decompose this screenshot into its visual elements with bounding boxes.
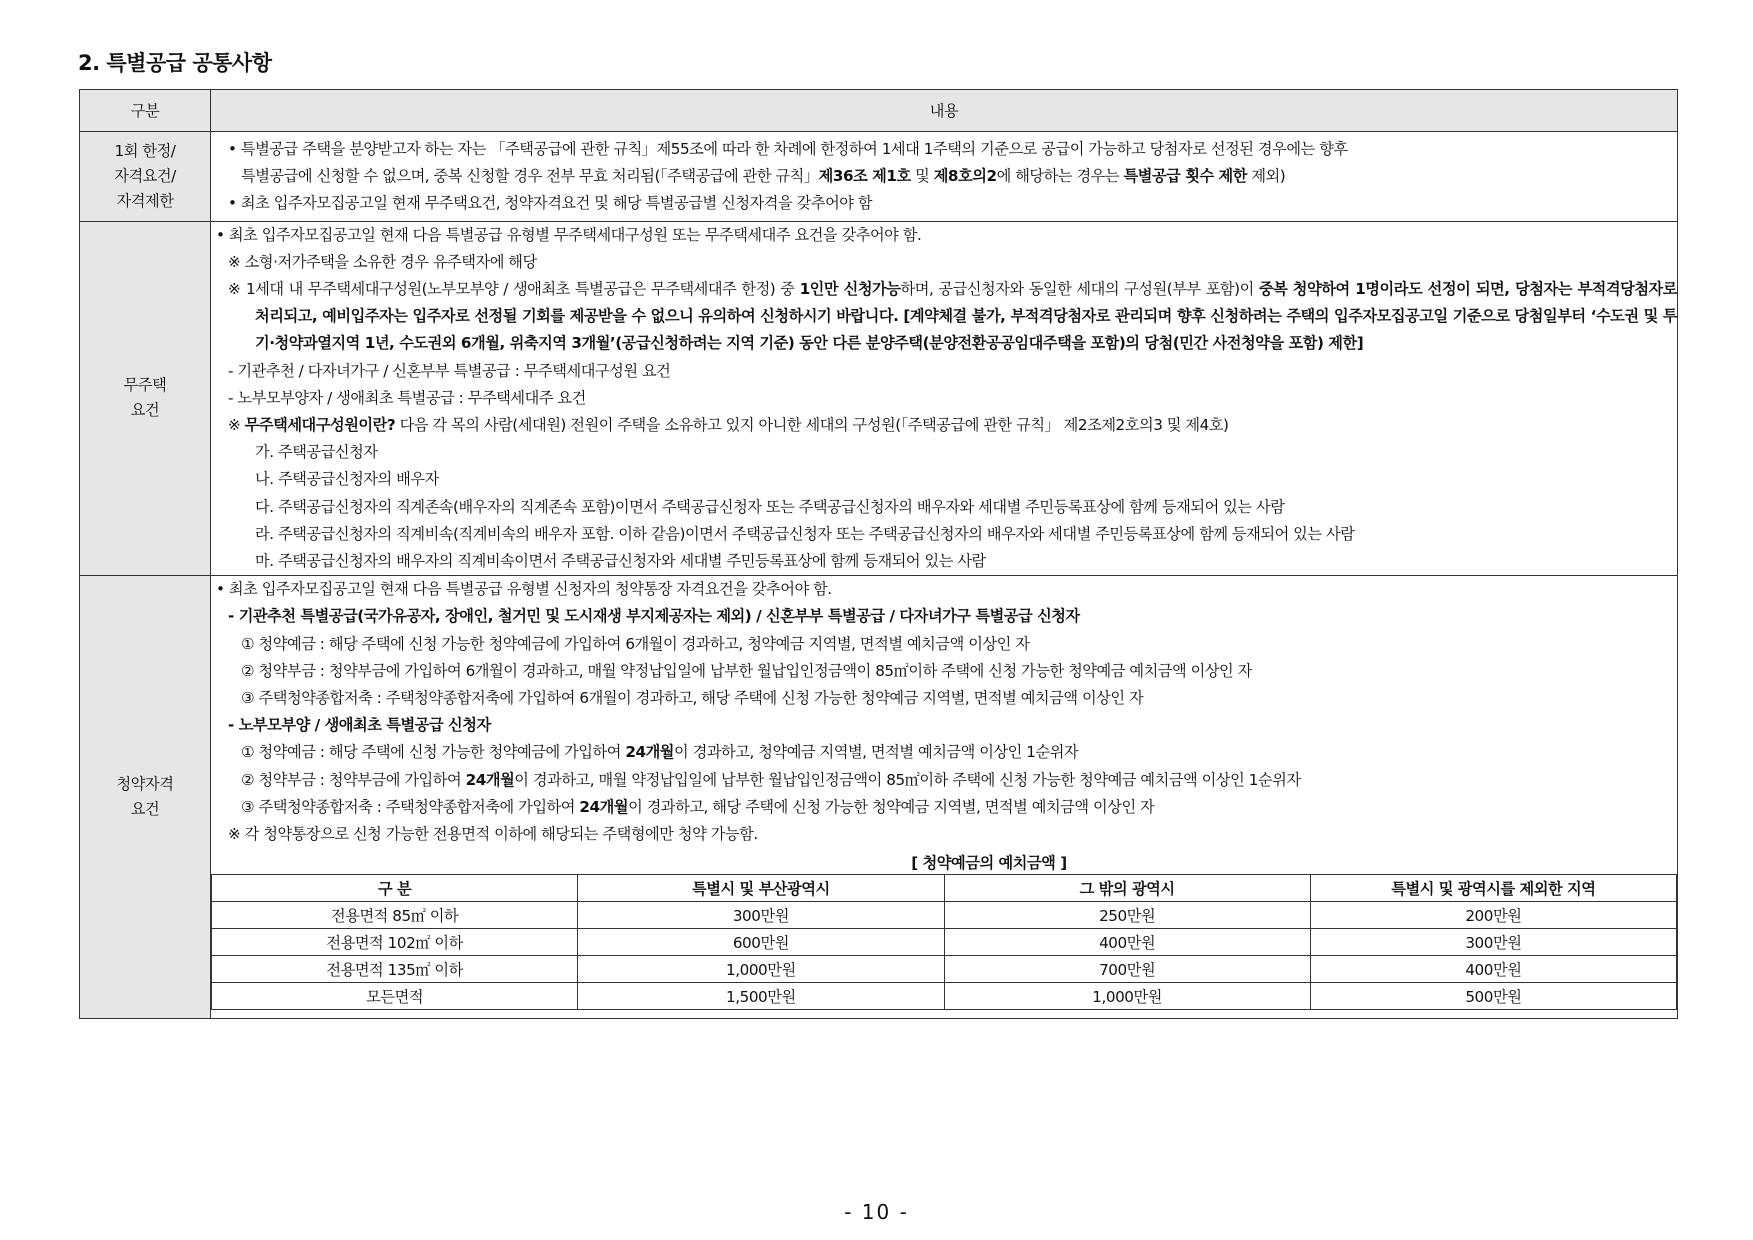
table-cell: 700만원 xyxy=(944,956,1310,983)
text-line: - 노부모부양 / 생애최초 특별공급 신청자 xyxy=(228,716,491,735)
row-one-time-limit xyxy=(80,132,1678,222)
category-line: 자격요건/ xyxy=(114,166,176,185)
text-line: 마. 주택공급신청자의 배우자의 직계비속이면서 주택공급신청자와 세대별 주민등록표상에 함께 등재되어 있는 사람 xyxy=(255,552,986,571)
table-cell: 1,500만원 xyxy=(578,983,944,1010)
text-line: - 노부모부양자 / 생애최초 특별공급 : 무주택세대주 요건 xyxy=(228,388,586,407)
text-line: ※ 무주택세대구성원이란? 다음 각 목의 사람(세대원) 전원이 주택을 소유하고 있지 아니한 세대의 구성원(「주택공급에 관한 규칙」 제2조제2호의3 및 제4호) xyxy=(228,416,1229,435)
text-line: ① 청약예금 : 해당 주택에 신청 가능한 청약예금에 가입하여 24개월이 경과하고, 청약예금 지역별, 면적별 예치금액 이상인 1순위자 xyxy=(241,743,1079,762)
category-line: 무주택 xyxy=(123,376,167,395)
text-paragraph: ※ 1세대 내 무주택세대구성원(노부모부양 / 생애최초 특별공급은 무주택세대주 한정) 중 1인만 신청가능하며, 공급신청자와 동일한 세대의 구성원(부부 포함)이 중복 청약하여 1명이라도 선정이 되면, 당첨자는 부적격당첨자로 처리되고, 예비입주자는 입주자로 선정될 기회를 제공받을 수 없으니 유의하여 신청하시기 바랍니다. [계약체결 불가, 부적격당첨자로 관리되며 향후 신청하려는 주택의 입주자모집공고일 기준으로 당첨일부터 ‘수도권 및 투기·청약과열지역 1년, 수도권외 6개월, 위축지역 3개월’(공급신청하려는 지역 기준) 동안 다른 분양주택(분양전환공공임대주택을 포함)의 당첨(민간 사전청약을 포함) 제한] xyxy=(228,280,1677,353)
table-cell: 전용면적 135㎡ 이하 xyxy=(212,956,578,983)
row-subscription-requirement xyxy=(80,576,1678,1019)
table-cell: 600만원 xyxy=(578,929,944,956)
table-header-row xyxy=(80,90,1678,132)
table-row xyxy=(212,929,1677,956)
text-line: ③ 주택청약종합저축 : 주택청약종합저축에 가입하여 24개월이 경과하고, 해당 주택에 신청 가능한 청약예금 지역별, 면적별 예치금액 이상인 자 xyxy=(241,797,1155,816)
text-line: 특별공급에 신청할 수 없으며, 중복 신청할 경우 전부 무효 처리됨(「주택공급에 관한 규칙」제36조 제1호 및 제8호의2에 해당하는 경우는 특별공급 횟수 제한 제외) xyxy=(241,167,1286,186)
category-line: 자격제한 xyxy=(116,191,174,210)
table-cell: 전용면적 102㎡ 이하 xyxy=(212,929,578,956)
table-cell: 400만원 xyxy=(1310,956,1676,983)
deposit-header-row xyxy=(212,875,1677,902)
content-cell xyxy=(211,132,1678,222)
table-cell: 500만원 xyxy=(1310,983,1676,1010)
section-title: 2. 특별공급 공통사항 xyxy=(78,51,272,75)
text-line: • 최초 입주자모집공고일 현재 다음 특별공급 유형별 무주택세대구성원 또는 무주택세대주 요건을 갖추어야 함. xyxy=(216,225,922,244)
deposit-header-cell: 구 분 xyxy=(212,875,578,902)
table-cell: 250만원 xyxy=(944,902,1310,929)
category-line: 1회 한정/ xyxy=(114,141,176,160)
text-line: ① 청약예금 : 해당 주택에 신청 가능한 청약예금에 가입하여 6개월이 경과하고, 청약예금 지역별, 면적별 예치금액 이상인 자 xyxy=(241,634,1030,653)
text-line: ※ 소형·저가주택을 소유한 경우 유주택자에 해당 xyxy=(228,252,537,271)
text-line: • 특별공급 주택을 분양받고자 하는 자는 「주택공급에 관한 규칙」제55조에 따라 한 차례에 한정하여 1세대 1주택의 기준으로 공급이 가능하고 당첨자로 선정된 경우에는 향후 xyxy=(228,140,1348,158)
text-line: ※ 각 청약통장으로 신청 가능한 전용면적 이하에 해당되는 주택형에만 청약 가능함. xyxy=(228,825,758,844)
deposit-header-cell: 특별시 및 부산광역시 xyxy=(578,875,944,902)
category-cell xyxy=(80,221,211,576)
table-cell: 200만원 xyxy=(1310,902,1676,929)
deposit-amount-table xyxy=(211,874,1677,1010)
row-no-house-requirement xyxy=(80,221,1678,576)
text-line: ② 청약부금 : 청약부금에 가입하여 6개월이 경과하고, 매월 약정납입일에 납부한 월납입인정금액이 85㎡이하 주택에 신청 가능한 청약예금 예치금액 이상인 자 xyxy=(241,661,1252,680)
table-cell: 1,000만원 xyxy=(944,983,1310,1010)
text-line: 다. 주택공급신청자의 직계존속(배우자의 직계존속 포함)이면서 주택공급신청자 또는 주택공급신청자의 배우자와 세대별 주민등록표상에 함께 등재되어 있는 사람 xyxy=(255,497,1285,516)
category-line: 청약자격 xyxy=(116,775,174,794)
text-line: 라. 주택공급신청자의 직계비속(직계비속의 배우자 포함. 이하 같음)이면서 주택공급신청자 또는 주택공급신청자의 배우자와 세대별 주민등록표상에 함께 등재되어 있는 사람 xyxy=(255,524,1355,543)
category-line: 요건 xyxy=(130,401,160,420)
table-row xyxy=(212,902,1677,929)
header-category: 구분 xyxy=(80,90,211,132)
table-row xyxy=(212,983,1677,1010)
table-cell: 300만원 xyxy=(578,902,944,929)
category-cell xyxy=(80,132,211,222)
text-line: 나. 주택공급신청자의 배우자 xyxy=(255,470,439,489)
deposit-header-cell: 그 밖의 광역시 xyxy=(944,875,1310,902)
content-cell xyxy=(211,221,1678,576)
header-content: 내용 xyxy=(211,90,1678,132)
text-line: - 기관추천 / 다자녀가구 / 신혼부부 특별공급 : 무주택세대구성원 요건 xyxy=(228,361,671,380)
category-cell xyxy=(80,576,211,1019)
table-cell: 1,000만원 xyxy=(578,956,944,983)
table-row xyxy=(212,956,1677,983)
special-supply-table xyxy=(79,89,1678,1019)
text-line: ② 청약부금 : 청약부금에 가입하여 24개월이 경과하고, 매월 약정납입일에 납부한 월납입인정금액이 85㎡이하 주택에 신청 가능한 청약예금 예치금액 이상인 1순위자 xyxy=(241,770,1301,789)
deposit-table-title: [ 청약예금의 예치금액 ] xyxy=(911,854,1067,873)
text-line: 가. 주택공급신청자 xyxy=(255,443,378,462)
deposit-header-cell: 특별시 및 광역시를 제외한 지역 xyxy=(1310,875,1676,902)
table-cell: 모든면적 xyxy=(212,983,578,1010)
text-line: • 최초 입주자모집공고일 현재 무주택요건, 청약자격요건 및 해당 특별공급별 신청자격을 갖추어야 함 xyxy=(228,194,873,213)
table-cell: 400만원 xyxy=(944,929,1310,956)
text-line: ③ 주택청약종합저축 : 주택청약종합저축에 가입하여 6개월이 경과하고, 해당 주택에 신청 가능한 청약예금 지역별, 면적별 예치금액 이상인 자 xyxy=(241,689,1144,708)
text-line: - 기관추천 특별공급(국가유공자, 장애인, 철거민 및 도시재생 부지제공자는 제외) / 신혼부부 특별공급 / 다자녀가구 특별공급 신청자 xyxy=(228,607,1080,626)
category-line: 요건 xyxy=(130,800,160,819)
table-cell: 300만원 xyxy=(1310,929,1676,956)
table-cell: 전용면적 85㎡ 이하 xyxy=(212,902,578,929)
content-cell xyxy=(211,576,1678,1019)
page-number: - 10 - xyxy=(844,1200,909,1224)
text-line: • 최초 입주자모집공고일 현재 다음 특별공급 유형별 신청자의 청약통장 자격요건을 갖추어야 함. xyxy=(216,580,832,599)
